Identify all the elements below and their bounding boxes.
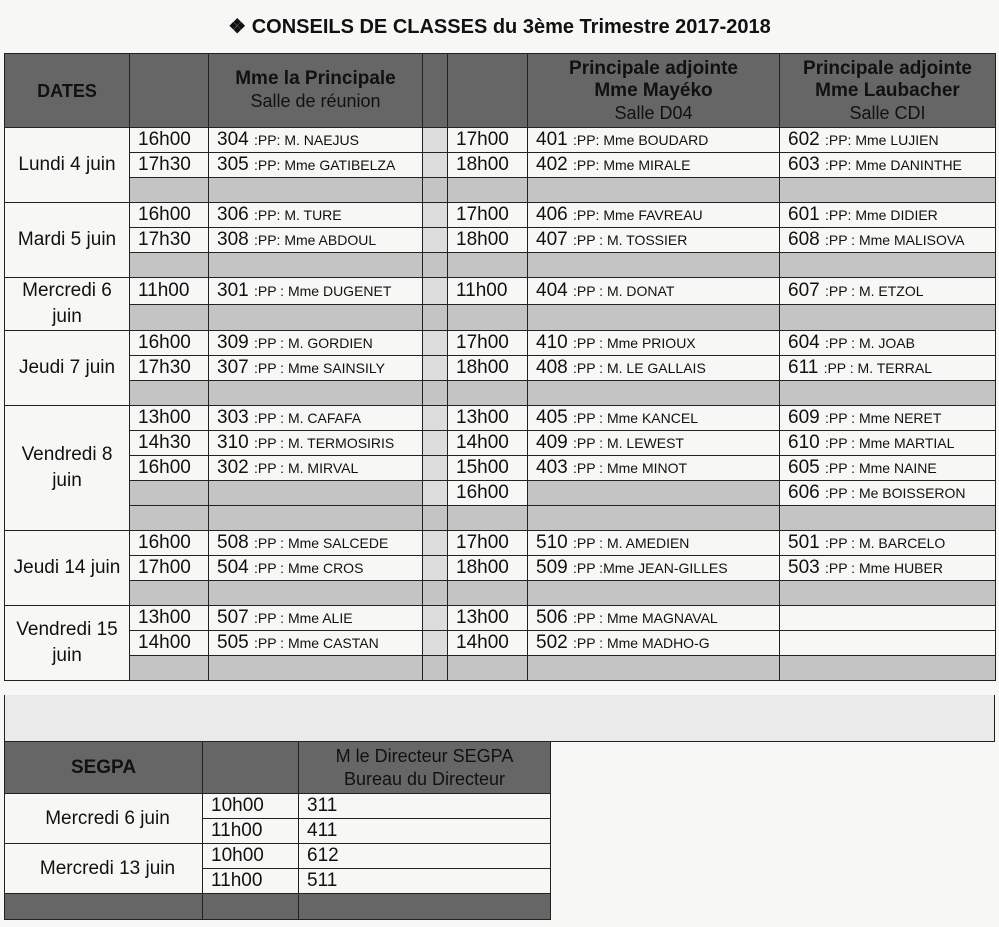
time-cell: 11h00	[448, 278, 528, 305]
class-number: 509	[536, 557, 568, 578]
pp-teacher: :PP : M. TOSSIER	[572, 232, 688, 248]
time-cell: 14h00	[448, 431, 528, 456]
time-cell: 17h30	[130, 356, 209, 381]
time-cell: 18h00	[448, 228, 528, 253]
class-number: 604	[788, 332, 820, 353]
time-cell: 17h30	[130, 153, 209, 178]
time-cell: 16h00	[448, 481, 528, 506]
time-cell: 17h00	[448, 531, 528, 556]
class-number: 405	[536, 407, 568, 428]
time-cell: 16h00	[130, 531, 209, 556]
gap-cell	[423, 356, 448, 381]
time-cell: 10h00	[203, 844, 299, 869]
class-cell	[528, 153, 780, 178]
time-cell: 17h00	[448, 203, 528, 228]
gap-cell	[423, 531, 448, 556]
table-row	[5, 556, 996, 581]
gap-cell	[423, 481, 448, 506]
class-cell	[780, 203, 996, 228]
gap-cell	[423, 153, 448, 178]
pp-teacher: :PP : Me BOISSERON	[824, 485, 966, 501]
pp-teacher: :PP : M. AMEDIEN	[572, 535, 690, 551]
time-cell: 16h00	[130, 203, 209, 228]
adjointe1-room: Salle D04	[614, 102, 693, 123]
pp-teacher: :PP : M. TERRAL	[823, 360, 932, 376]
time-cell: 11h00	[203, 819, 299, 844]
class-number: 605	[788, 457, 820, 478]
class-number: 303	[217, 407, 249, 428]
class-cell	[780, 153, 996, 178]
class-number: 506	[536, 607, 568, 628]
time-cell: 14h30	[130, 431, 209, 456]
class-cell	[209, 278, 423, 305]
principale-header	[209, 54, 423, 128]
class-cell	[528, 278, 780, 305]
time-cell: 16h00	[130, 128, 209, 153]
class-number: 308	[217, 229, 249, 250]
class-number: 608	[788, 229, 820, 250]
table-row	[5, 606, 996, 631]
class-cell	[528, 228, 780, 253]
table-row	[5, 631, 996, 656]
class-number: 607	[788, 279, 820, 301]
gap-cell	[423, 631, 448, 656]
segpa-table	[4, 741, 551, 920]
day-cell: Vendredi 15 juin	[5, 606, 130, 681]
pp-teacher: :PP : Mme MADHO-G	[572, 635, 710, 651]
class-number: 302	[217, 457, 249, 478]
pp-teacher: :PP : Mme ALIE	[253, 610, 353, 626]
pp-teacher: :PP :Mme JEAN-GILLES	[572, 560, 728, 576]
table-row	[5, 153, 996, 178]
time-cell: 13h00	[130, 406, 209, 431]
day-cell: Mercredi 13 juin	[5, 844, 203, 894]
class-cell	[209, 606, 423, 631]
adjointe2-header	[780, 54, 996, 128]
pp-teacher: :PP : Mme MARTIAL	[824, 435, 955, 451]
pp-teacher: :PP : M. LE GALLAIS	[572, 360, 706, 376]
table-row	[5, 203, 996, 228]
class-cell	[209, 406, 423, 431]
page-title: ❖ CONSEILS DE CLASSES du 3ème Trimestre 2017-2018	[228, 16, 771, 38]
adjointe1-header	[528, 54, 780, 128]
class-number: 612	[299, 844, 551, 869]
time-cell: 17h30	[130, 228, 209, 253]
gap-cell	[423, 431, 448, 456]
class-cell	[780, 128, 996, 153]
gap-cell	[423, 278, 448, 305]
table-row	[5, 794, 551, 819]
class-number: 407	[536, 229, 568, 250]
separator-row	[5, 381, 996, 406]
time-cell: 17h00	[130, 556, 209, 581]
class-number: 611	[788, 357, 819, 378]
pp-teacher: :PP : M. GORDIEN	[253, 335, 373, 351]
class-number: 402	[536, 154, 568, 175]
pp-teacher: :PP: M. NAEJUS	[253, 132, 360, 148]
pp-teacher: :PP: M. TURE	[253, 207, 342, 223]
header-spacer	[448, 54, 528, 128]
class-cell	[209, 128, 423, 153]
pp-teacher: :PP: Mme MIRALE	[572, 157, 691, 173]
time-cell: 15h00	[448, 456, 528, 481]
table-row	[5, 481, 996, 506]
class-number: 409	[536, 432, 568, 453]
separator-row	[5, 253, 996, 278]
class-number: 306	[217, 204, 249, 225]
time-cell: 11h00	[203, 869, 299, 894]
class-number: 505	[217, 632, 249, 653]
pp-teacher: :PP : Mme DUGENET	[253, 282, 392, 299]
separator-row	[5, 581, 996, 606]
pp-teacher: :PP : M. MIRVAL	[253, 460, 359, 476]
class-cell	[780, 406, 996, 431]
gap-cell	[423, 456, 448, 481]
class-cell	[780, 481, 996, 506]
pp-teacher: :PP : Mme SALCEDE	[253, 535, 389, 551]
gap-cell	[423, 128, 448, 153]
separator-row	[5, 506, 996, 531]
pp-teacher: :PP : M. JOAB	[824, 335, 915, 351]
gap-cell	[423, 331, 448, 356]
class-number: 504	[217, 557, 249, 578]
day-cell: Mercredi 6 juin	[5, 794, 203, 844]
class-cell	[780, 606, 996, 631]
blank-band	[4, 695, 995, 742]
class-cell	[209, 153, 423, 178]
class-number: 503	[788, 557, 820, 578]
class-cell	[780, 556, 996, 581]
class-cell	[209, 431, 423, 456]
class-number: 411	[299, 819, 551, 844]
table-header	[5, 54, 996, 128]
time-cell: 18h00	[448, 153, 528, 178]
class-number: 510	[536, 532, 568, 553]
pp-teacher: :PP: Mme BOUDARD	[572, 132, 709, 148]
class-cell	[209, 331, 423, 356]
class-cell	[528, 331, 780, 356]
directeur-header	[299, 742, 551, 794]
time-cell: 11h00	[130, 278, 209, 305]
class-cell	[528, 431, 780, 456]
class-cell	[528, 631, 780, 656]
time-cell: 13h00	[448, 606, 528, 631]
class-cell	[528, 606, 780, 631]
separator-row	[5, 656, 996, 681]
class-number: 408	[536, 357, 568, 378]
table-row	[5, 278, 996, 305]
gap-cell	[423, 228, 448, 253]
principale-room: Salle de réunion	[250, 91, 381, 111]
table-row	[5, 406, 996, 431]
pp-teacher: :PP : M. ETZOL	[824, 282, 924, 299]
table-row	[5, 356, 996, 381]
separator-row	[5, 304, 996, 331]
segpa-label: SEGPA	[5, 742, 203, 794]
gap-cell	[423, 203, 448, 228]
class-number: 311	[299, 794, 551, 819]
class-cell	[780, 228, 996, 253]
table-row	[5, 844, 551, 869]
pp-teacher: :PP : Mme MALISOVA	[824, 232, 965, 248]
day-cell: Mercredi 6 juin	[5, 278, 130, 331]
class-number: 301	[217, 279, 249, 301]
class-cell	[528, 356, 780, 381]
time-cell: 17h00	[448, 128, 528, 153]
class-number: 501	[788, 532, 820, 553]
class-number: 610	[788, 432, 820, 453]
gap-cell	[423, 406, 448, 431]
directeur-title: M le Directeur SEGPA	[335, 745, 514, 766]
segpa-header	[5, 742, 551, 794]
class-number: 305	[217, 154, 249, 175]
class-cell	[780, 356, 996, 381]
time-cell	[130, 481, 209, 506]
class-number: 304	[217, 129, 249, 150]
table-row	[5, 228, 996, 253]
table-row	[5, 331, 996, 356]
class-cell	[780, 431, 996, 456]
day-cell: Mardi 5 juin	[5, 203, 130, 278]
pp-teacher: :PP : Mme HUBER	[824, 560, 943, 576]
class-cell	[209, 456, 423, 481]
class-number: 403	[536, 457, 568, 478]
pp-teacher: :PP : Mme MAGNAVAL	[572, 610, 718, 626]
pp-teacher: :PP: Mme FAVREAU	[572, 207, 703, 223]
adjointe1-title: Principale adjointe	[569, 57, 738, 79]
class-cell	[528, 406, 780, 431]
class-cell	[528, 456, 780, 481]
segpa-footer	[5, 894, 551, 920]
day-cell: Vendredi 8 juin	[5, 406, 130, 531]
pp-teacher: :PP: Mme ABDOUL	[253, 232, 377, 248]
class-cell	[528, 128, 780, 153]
pp-teacher: :PP : Mme NAINE	[824, 460, 937, 476]
class-number: 401	[536, 129, 568, 150]
class-cell	[780, 456, 996, 481]
dates-header: DATES	[5, 54, 130, 128]
header-spacer	[130, 54, 209, 128]
class-number: 601	[788, 204, 820, 225]
class-cell	[528, 481, 780, 506]
class-number: 602	[788, 129, 820, 150]
class-cell	[209, 356, 423, 381]
class-cell	[780, 278, 996, 305]
separator-row	[5, 178, 996, 203]
pp-teacher: :PP : Mme CROS	[253, 560, 364, 576]
class-cell	[528, 203, 780, 228]
day-cell: Jeudi 7 juin	[5, 331, 130, 406]
class-cell	[780, 331, 996, 356]
class-number: 609	[788, 407, 820, 428]
header-gap	[423, 54, 448, 128]
table-row	[5, 456, 996, 481]
class-number: 406	[536, 204, 568, 225]
class-number: 410	[536, 332, 568, 353]
pp-teacher: :PP : Mme NERET	[824, 410, 942, 426]
time-cell: 16h00	[130, 456, 209, 481]
pp-teacher: :PP : M. CAFAFA	[253, 410, 362, 426]
class-cell	[209, 228, 423, 253]
adjointe1-name: Mme Mayéko	[594, 79, 713, 101]
class-number: 404	[536, 279, 568, 301]
class-number: 507	[217, 607, 249, 628]
time-cell: 13h00	[448, 406, 528, 431]
class-cell	[528, 531, 780, 556]
pp-teacher: :PP: Mme GATIBELZA	[253, 157, 396, 173]
table-row	[5, 128, 996, 153]
time-cell: 16h00	[130, 331, 209, 356]
class-cell	[209, 203, 423, 228]
class-cell	[209, 556, 423, 581]
class-number: 511	[299, 869, 551, 894]
pp-teacher: :PP : Mme KANCEL	[572, 410, 698, 426]
class-cell	[528, 556, 780, 581]
time-cell: 13h00	[130, 606, 209, 631]
class-cell	[209, 481, 423, 506]
class-number: 606	[788, 482, 820, 503]
class-cell	[780, 631, 996, 656]
principale-title: Mme la Principale	[235, 68, 396, 89]
time-cell: 14h00	[448, 631, 528, 656]
time-cell: 14h00	[130, 631, 209, 656]
pp-teacher: :PP : Mme CASTAN	[253, 635, 379, 651]
pp-teacher: :PP: Mme LUJIEN	[824, 132, 939, 148]
pp-teacher: :PP: Mme DIDIER	[824, 207, 938, 223]
schedule-table	[4, 53, 996, 681]
pp-teacher: :PP : M. LEWEST	[572, 435, 684, 451]
class-cell	[209, 631, 423, 656]
class-cell	[780, 531, 996, 556]
pp-teacher: :PP : Mme PRIOUX	[572, 335, 696, 351]
pp-teacher: :PP : M. DONAT	[572, 282, 675, 299]
gap-cell	[423, 606, 448, 631]
time-cell: 17h00	[448, 331, 528, 356]
time-cell: 18h00	[448, 356, 528, 381]
class-cell	[209, 531, 423, 556]
pp-teacher: :PP : Mme SAINSILY	[253, 360, 385, 376]
pp-teacher: :PP : M. BARCELO	[824, 535, 946, 551]
class-number: 502	[536, 632, 568, 653]
gap-cell	[423, 556, 448, 581]
class-number: 307	[217, 357, 249, 378]
class-number: 309	[217, 332, 249, 353]
table-row	[5, 531, 996, 556]
day-cell: Lundi 4 juin	[5, 128, 130, 203]
adjointe2-name: Mme Laubacher	[815, 79, 960, 101]
class-number: 310	[217, 432, 249, 453]
pp-teacher: :PP: Mme DANINTHE	[824, 157, 962, 173]
class-number: 508	[217, 532, 249, 553]
adjointe2-room: Salle CDI	[849, 102, 926, 123]
time-cell: 18h00	[448, 556, 528, 581]
directeur-room: Bureau du Directeur	[343, 768, 506, 789]
class-number: 603	[788, 154, 820, 175]
table-row	[5, 431, 996, 456]
time-cell: 10h00	[203, 794, 299, 819]
day-cell: Jeudi 14 juin	[5, 531, 130, 606]
pp-teacher: :PP : Mme MINOT	[572, 460, 688, 476]
header-spacer	[203, 742, 299, 794]
adjointe2-title: Principale adjointe	[803, 57, 972, 79]
pp-teacher: :PP : M. TERMOSIRIS	[253, 435, 395, 451]
